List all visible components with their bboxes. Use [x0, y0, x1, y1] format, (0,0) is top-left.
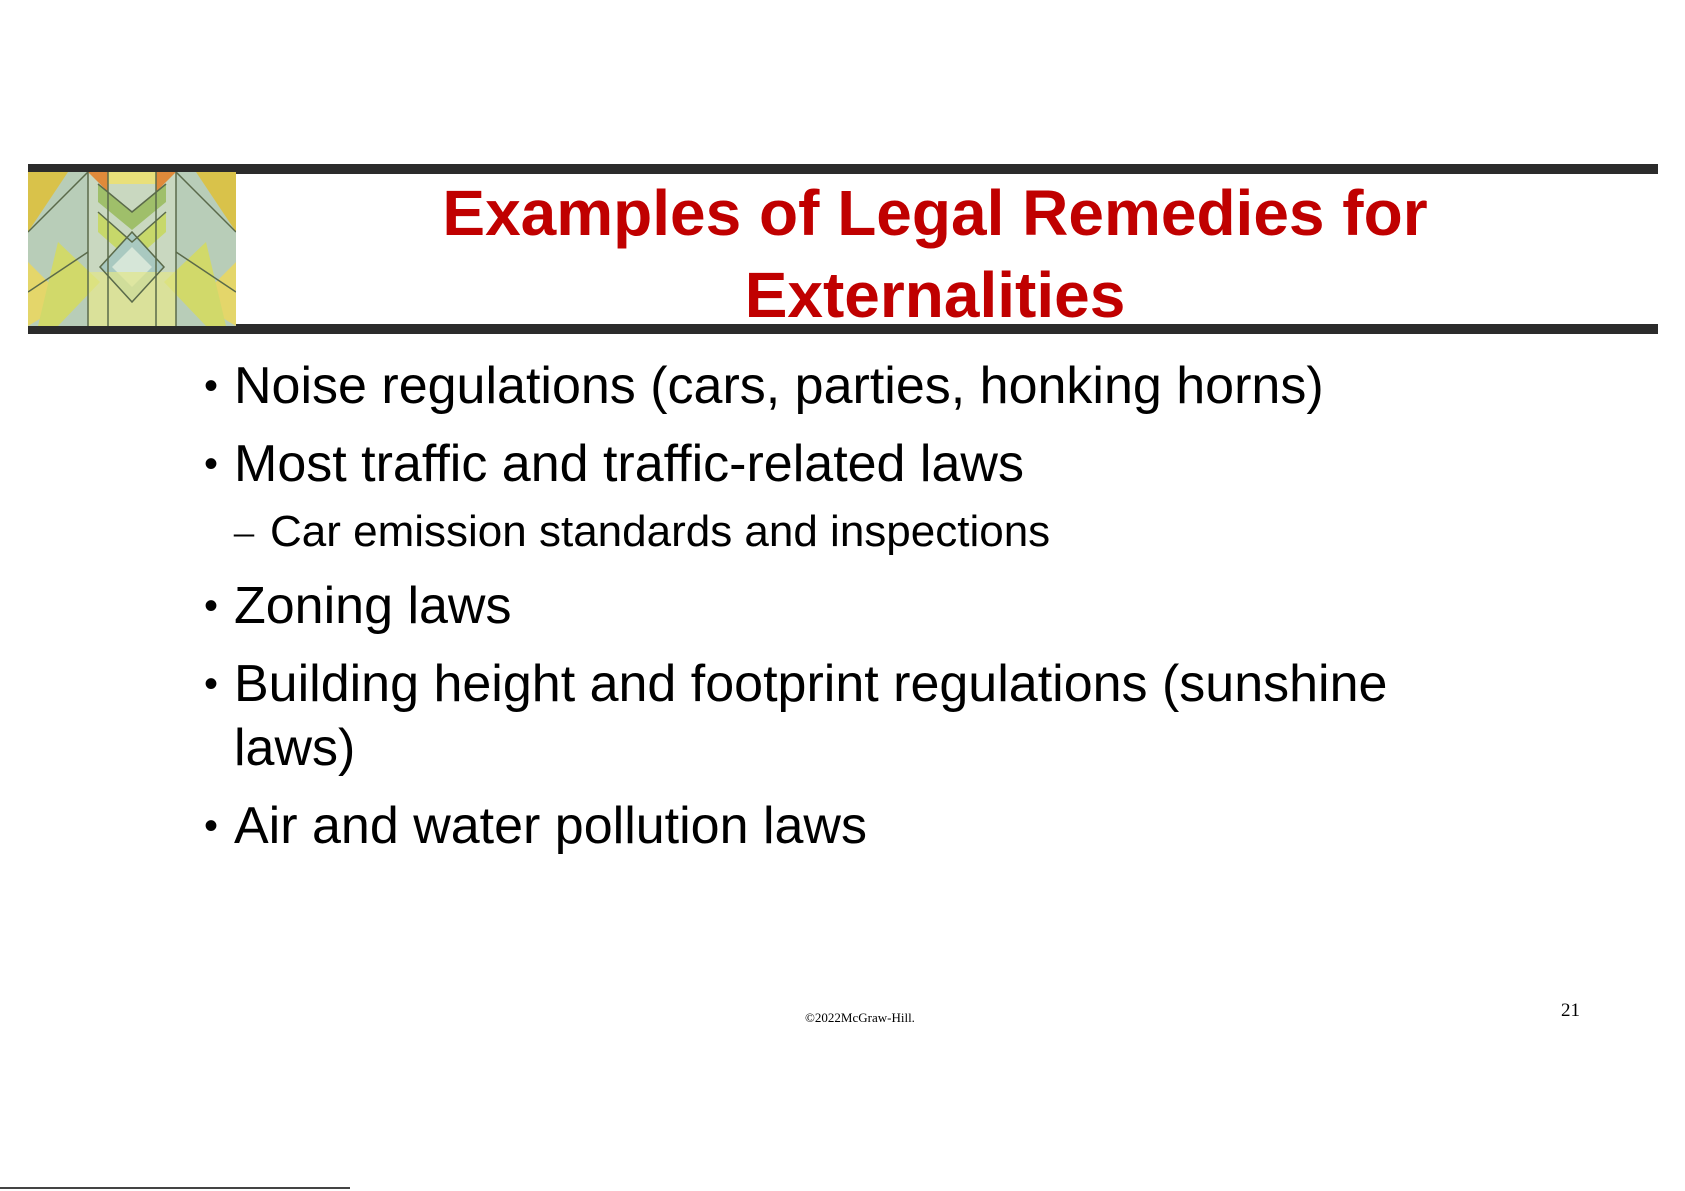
bullet-text: Noise regulations (cars, parties, honking horns)	[234, 357, 1324, 415]
bullet-item	[200, 354, 1500, 418]
stained-glass-image	[28, 172, 236, 326]
page-number: 21	[1561, 1000, 1580, 1021]
sub-bullet-item	[200, 504, 1500, 560]
footer-line	[0, 1187, 350, 1189]
bullet-text: Air and water pollution laws	[234, 797, 867, 855]
bullet-item	[200, 574, 1500, 638]
bullet-list	[200, 354, 1500, 872]
sub-bullet-text: Car emission standards and inspections	[270, 507, 1051, 556]
bullet-text: Most traffic and traffic-related laws	[234, 435, 1024, 493]
slide-title: Examples of Legal Remedies for Externalities	[442, 177, 1428, 331]
bullet-text: Zoning laws	[234, 577, 512, 635]
bullet-icon: •	[204, 584, 219, 628]
dash-icon: –	[234, 509, 254, 554]
bullet-item	[200, 652, 1500, 780]
bullet-icon: •	[204, 804, 219, 848]
bullet-icon: •	[204, 662, 219, 706]
bullet-item	[200, 794, 1500, 858]
bullet-icon: •	[204, 442, 219, 486]
bullet-icon: •	[204, 364, 219, 408]
bullet-item	[200, 432, 1500, 496]
copyright-notice: ©2022McGraw-Hill.	[805, 1010, 915, 1025]
bullet-text: Building height and footprint regulations (sunshine laws)	[234, 655, 1388, 777]
